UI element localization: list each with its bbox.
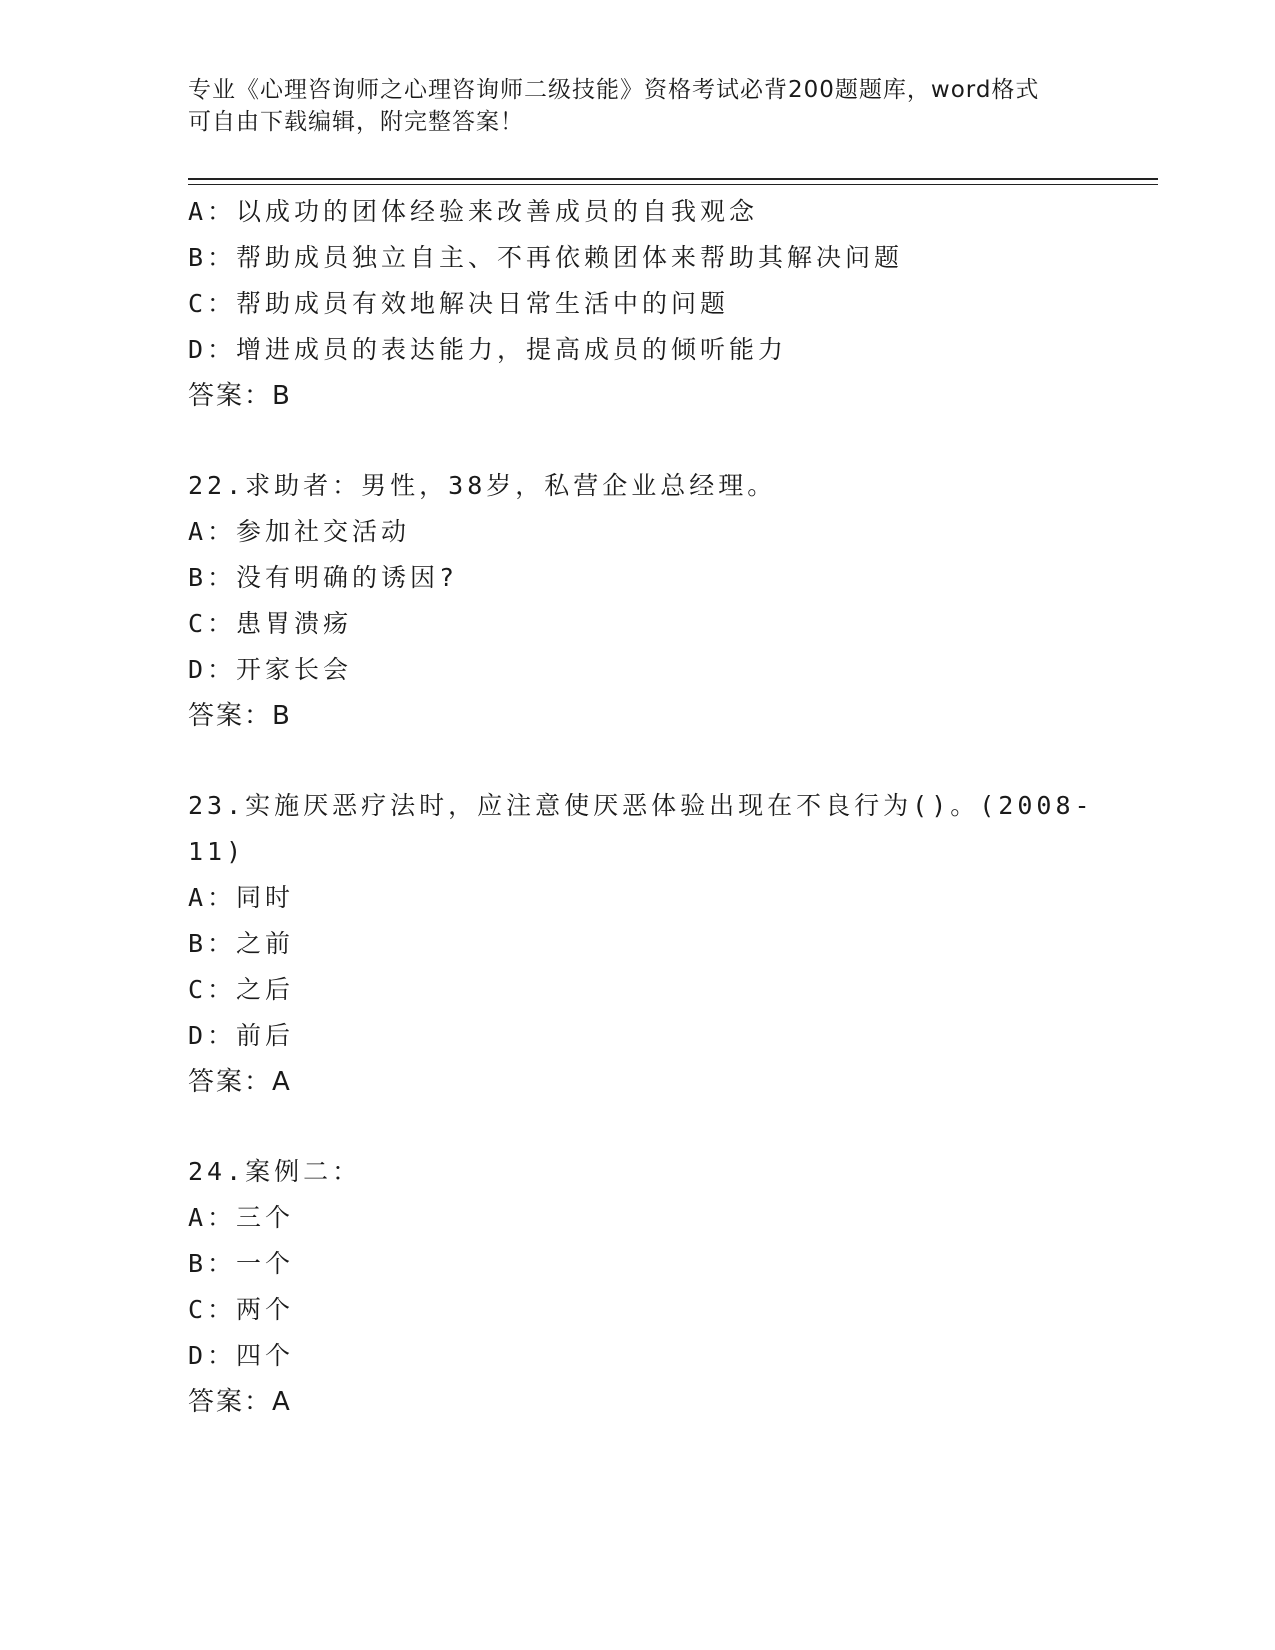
document-header [188,74,1068,138]
question-text-continued: 11) [188,837,246,866]
answer-line: 答案：A [188,1387,292,1417]
option-a: A：以成功的团体经验来改善成员的自我观念 [188,197,759,226]
header-line-1: 专业《心理咨询师之心理咨询师二级技能》资格考试必背200题题库，word格式 [188,77,1040,103]
option-c: C：帮助成员有效地解决日常生活中的问题 [188,289,730,318]
spacer [188,739,1088,783]
header-line-2: 可自由下载编辑，附完整答案！ [188,109,524,135]
option-d: D：前后 [188,1021,295,1050]
question-block-22 [188,463,1088,739]
option-d: D：四个 [188,1341,295,1370]
option-d: D：增进成员的表达能力，提高成员的倾听能力 [188,335,788,364]
spacer [188,1105,1088,1149]
option-d: D：开家长会 [188,655,353,684]
question-block-previous [188,189,1088,419]
option-b: B：一个 [188,1249,295,1278]
question-text: 24.案例二： [188,1157,362,1186]
option-c: C：患胃溃疡 [188,609,353,638]
option-b: B：帮助成员独立自主、不再依赖团体来帮助其解决问题 [188,243,904,272]
option-b: B：之前 [188,929,295,958]
answer-line: 答案：B [188,381,292,411]
option-a: A：参加社交活动 [188,517,411,546]
question-block-24 [188,1149,1088,1425]
answer-line: 答案：B [188,701,292,731]
header-divider-thick [188,178,1158,180]
spacer [188,419,1088,463]
option-c: C：之后 [188,975,295,1004]
option-b: B：没有明确的诱因? [188,563,459,592]
question-text: 23.实施厌恶疗法时，应注意使厌恶体验出现在不良行为()。(2008- [188,791,1094,820]
header-divider-thin [188,184,1158,185]
option-a: A：三个 [188,1203,295,1232]
option-c: C：两个 [188,1295,295,1324]
question-list [188,189,1094,1425]
question-block-23 [188,783,1094,1105]
question-text: 22.求助者：男性，38岁，私营企业总经理。 [188,471,777,500]
option-a: A：同时 [188,883,295,912]
answer-line: 答案：A [188,1067,292,1097]
